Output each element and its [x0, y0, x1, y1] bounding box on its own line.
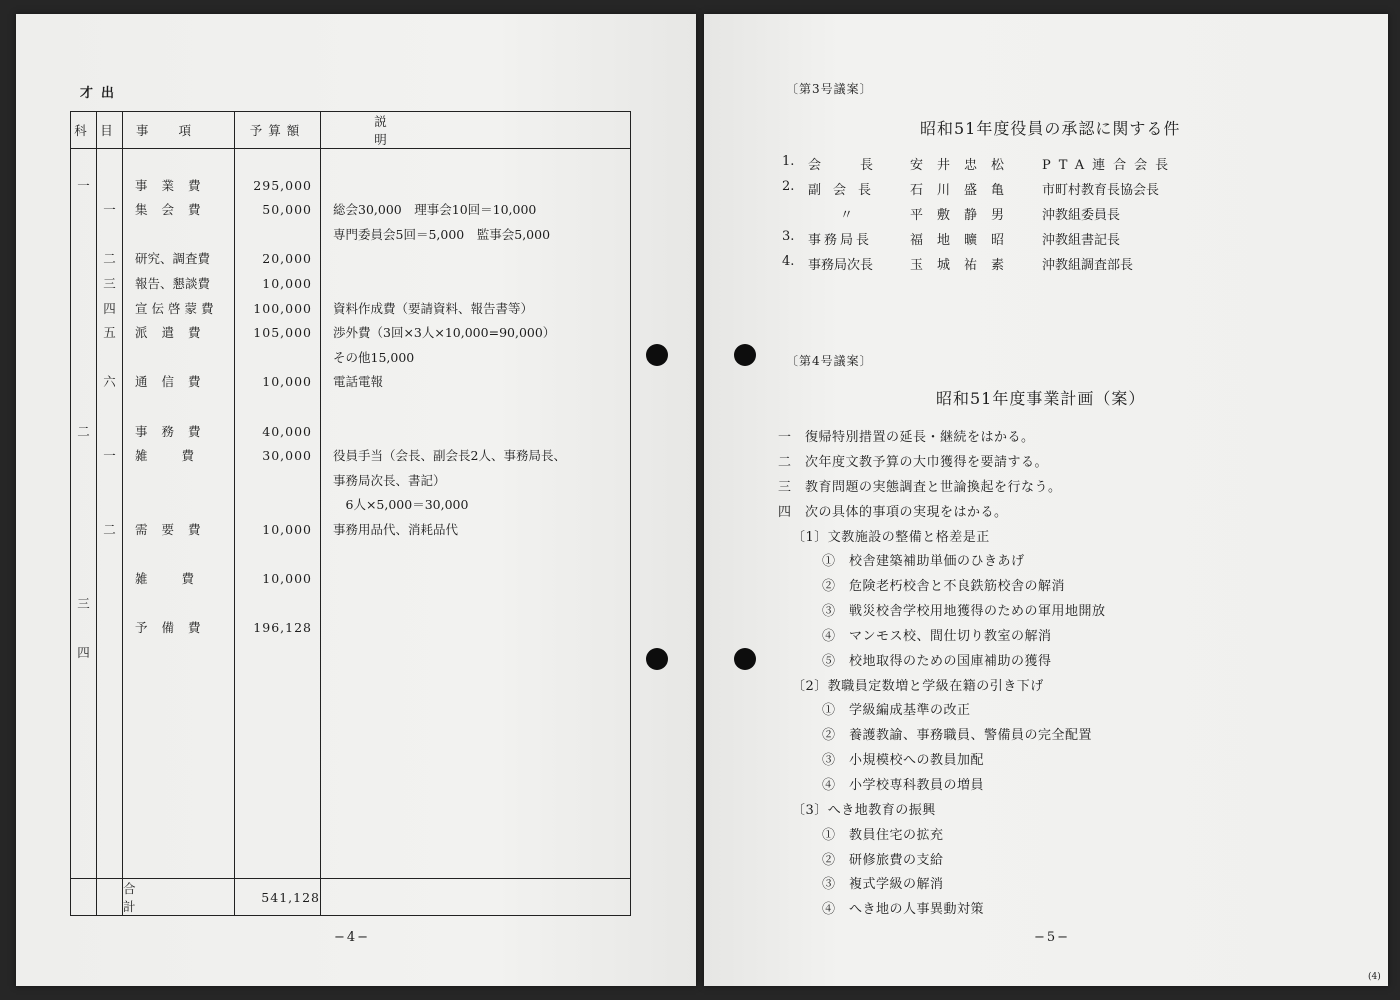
agenda3-tag: 〔第3号議案〕 — [786, 82, 873, 96]
notes-cell: 渉外費（3回×3人×10,000=90,000） — [333, 325, 556, 341]
subitem-no: ④ — [822, 778, 836, 793]
subitem-no: ④ — [822, 629, 836, 644]
plan-subitem — [822, 724, 1092, 743]
amount-cell: 295,000 — [253, 177, 312, 193]
header-moku: 目 — [97, 112, 123, 149]
budget-table — [70, 111, 631, 916]
moku-cell: 六 — [103, 374, 116, 390]
item-cell: 報告、懇談費 — [135, 275, 211, 291]
subitem-text: 教員住宅の拡充 — [849, 828, 944, 843]
corner-mark: (4) — [1368, 972, 1381, 982]
plan-section-heading — [792, 526, 990, 545]
subitem-no: ③ — [822, 877, 836, 892]
section-label: 〔1〕 — [792, 530, 828, 545]
notes-column — [321, 149, 631, 879]
notes-cell: 総会30,000 理事会10回＝10,000 — [333, 202, 537, 218]
section-label: 〔2〕 — [792, 679, 828, 694]
subitem-text: 複式学級の解消 — [849, 877, 944, 892]
binder-hole — [646, 344, 668, 366]
officer-name: 石川盛亀 — [910, 183, 1019, 198]
item-cell: 研究、調査費 — [135, 251, 211, 267]
moku-cell: 五 — [103, 325, 116, 341]
item-cell: 雑費 — [135, 448, 229, 464]
officer-no: 2. — [782, 179, 795, 194]
agenda4-tag: 〔第4号議案〕 — [786, 354, 873, 368]
subitem-no: ⑤ — [822, 654, 836, 669]
total-row — [71, 879, 631, 916]
plan-item-no: 一 — [778, 430, 792, 445]
section-title: 文教施設の整備と格差是正 — [827, 530, 990, 545]
left-page — [16, 14, 696, 986]
officer-row — [782, 154, 1342, 179]
officer-row — [782, 254, 1342, 279]
officer-role: 事務局長 — [808, 233, 873, 248]
officer-affiliation: 市町村教育長協会長 — [1042, 183, 1160, 198]
plan-subitem — [822, 749, 984, 768]
plan-subitem — [822, 650, 1052, 669]
plan-item-no: 四 — [778, 505, 792, 520]
officer-no: 1. — [782, 154, 795, 169]
table-body-row — [71, 149, 631, 879]
subitem-text: マンモス校、間仕切り教室の解消 — [849, 629, 1052, 644]
plan-subitem — [822, 824, 944, 843]
officer-name: 平敷静男 — [910, 208, 1019, 223]
subitem-no: ① — [822, 703, 836, 718]
moku-cell: 二 — [103, 521, 116, 537]
amount-column — [235, 149, 321, 879]
officer-role: 〃 — [840, 208, 854, 223]
officer-affiliation: 沖教組調査部長 — [1042, 258, 1134, 273]
header-notes: 説明 — [321, 112, 631, 149]
notes-cell: 電話電報 — [333, 374, 384, 390]
amount-cell: 10,000 — [262, 521, 312, 537]
plan-item-text: 教育問題の実態調査と世論換起を行なう。 — [805, 480, 1062, 495]
officer-name: 安井忠松 — [910, 158, 1019, 173]
plan-section-heading — [792, 675, 1044, 694]
plan-subitem — [822, 699, 971, 718]
moku-column — [97, 149, 123, 879]
plan-subitem — [822, 600, 1106, 619]
plan-subitem — [822, 849, 944, 868]
officer-row — [782, 229, 1342, 254]
right-page — [704, 14, 1388, 986]
notes-cell: 専門委員会5回＝5,000 監事会5,000 — [333, 226, 551, 242]
page-number-right: −5− — [1034, 930, 1071, 945]
notes-cell: 役員手当（会長、副会長2人、事務局長、 — [333, 448, 566, 464]
ka-column — [71, 149, 97, 879]
item-cell: 通信費 — [135, 374, 215, 390]
notes-cell: 事務用品代、消耗品代 — [333, 521, 459, 537]
subitem-text: 校地取得のための国庫補助の獲得 — [849, 654, 1052, 669]
amount-cell: 40,000 — [262, 423, 312, 439]
amount-cell: 10,000 — [262, 275, 312, 291]
ka-cell: 一 — [77, 177, 90, 193]
moku-cell: 一 — [103, 202, 116, 218]
subitem-no: ① — [822, 554, 836, 569]
item-cell: 事務費 — [135, 423, 215, 439]
header-item: 事項 — [123, 112, 235, 149]
plan-item-text: 次の具体的事項の実現をはかる。 — [805, 505, 1008, 520]
item-cell: 予備費 — [135, 620, 215, 636]
ka-cell: 二 — [77, 423, 90, 439]
notes-cell: 資料作成費（要請資料、報告書等） — [333, 300, 534, 316]
plan-item-text: 復帰特別措置の延長・継続をはかる。 — [805, 430, 1035, 445]
subitem-text: 小学校専科教員の増員 — [849, 778, 985, 793]
page-number-left: −4− — [334, 930, 371, 945]
binder-hole — [734, 648, 756, 670]
amount-cell: 100,000 — [253, 300, 312, 316]
amount-cell: 20,000 — [262, 251, 312, 267]
plan-item-no: 二 — [778, 455, 792, 470]
subitem-text: 養護教諭、事務職員、警備員の完全配置 — [849, 728, 1093, 743]
notes-cell: その他15,000 — [333, 349, 415, 365]
ka-cell: 四 — [77, 644, 90, 660]
notes-cell: 事務局次長、書記） — [333, 472, 446, 488]
moku-cell: 三 — [103, 275, 116, 291]
item-cell: 需要費 — [135, 521, 215, 537]
plan-item — [778, 451, 1048, 470]
officer-affiliation: PTA連合会長 — [1042, 158, 1177, 173]
officer-affiliation: 沖教組書記長 — [1042, 233, 1121, 248]
table-header-row — [71, 112, 631, 149]
plan-subitem — [822, 774, 984, 793]
plan-subitem — [822, 898, 984, 917]
moku-cell: 一 — [103, 448, 116, 464]
officer-row — [782, 179, 1342, 204]
plan-subitem — [822, 575, 1065, 594]
amount-cell: 10,000 — [262, 374, 312, 390]
binder-hole — [734, 344, 756, 366]
moku-cell: 二 — [103, 251, 116, 267]
item-cell: 雑費 — [135, 571, 229, 587]
binder-hole — [646, 648, 668, 670]
subitem-no: ④ — [822, 902, 836, 917]
officer-role: 副会長 — [808, 183, 884, 198]
officer-name: 福地曠昭 — [910, 233, 1019, 248]
subitem-text: へき地の人事異動対策 — [849, 902, 985, 917]
plan-subitem — [822, 873, 944, 892]
total-label: 合計 — [123, 879, 235, 916]
notes-cell: 6人×5,000＝30,000 — [333, 497, 469, 513]
agenda3-title: 昭和51年度役員の承認に関する件 — [920, 119, 1181, 138]
amount-cell: 105,000 — [253, 325, 312, 341]
subitem-text: 研修旅費の支給 — [849, 853, 944, 868]
item-cell: 集会費 — [135, 202, 215, 218]
subitem-text: 小規模校への教員加配 — [849, 753, 985, 768]
plan-subitem — [822, 625, 1052, 644]
officer-row — [782, 204, 1342, 229]
plan-item — [778, 501, 1008, 520]
officer-role: 会 長 — [808, 158, 874, 173]
header-ka: 科 — [71, 112, 97, 149]
agenda4-title: 昭和51年度事業計画（案） — [936, 389, 1146, 408]
officer-role: 事務局次長 — [808, 258, 874, 273]
plan-item — [778, 426, 1035, 445]
subitem-text: 戦災校舎学校用地獲得のための軍用地開放 — [849, 604, 1106, 619]
subitem-no: ② — [822, 853, 836, 868]
ka-cell: 三 — [77, 595, 90, 611]
amount-cell: 196,128 — [253, 620, 312, 636]
officer-name: 玉城祐素 — [910, 258, 1019, 273]
subitem-no: ③ — [822, 753, 836, 768]
plan-item — [778, 476, 1062, 495]
subitem-no: ① — [822, 828, 836, 843]
item-cell: 派遣費 — [135, 325, 215, 341]
item-cell: 事業費 — [135, 177, 215, 193]
officer-no: 4. — [782, 254, 795, 269]
subitem-no: ② — [822, 728, 836, 743]
section-title: へき地教育の振興 — [827, 803, 936, 818]
total-amount: 541,128 — [235, 879, 321, 916]
officer-no: 3. — [782, 229, 795, 244]
section-label: 〔3〕 — [792, 803, 828, 818]
amount-cell: 10,000 — [262, 571, 312, 587]
item-column — [123, 149, 235, 879]
plan-subitem — [822, 550, 1025, 569]
item-cell: 宣伝啓蒙費 — [135, 300, 218, 316]
plan-item-text: 次年度文教予算の大巾獲得を要請する。 — [805, 455, 1049, 470]
subitem-no: ② — [822, 579, 836, 594]
section-title: 教職員定数増と学級在籍の引き下げ — [827, 679, 1044, 694]
plan-section-heading — [792, 799, 936, 818]
subitem-text: 学級編成基準の改正 — [849, 703, 971, 718]
moku-cell: 四 — [103, 300, 116, 316]
header-amount: 予算額 — [235, 112, 321, 149]
subitem-no: ③ — [822, 604, 836, 619]
expenditure-heading: 才出 — [80, 86, 123, 101]
subitem-text: 危険老朽校舎と不良鉄筋校舎の解消 — [849, 579, 1066, 594]
amount-cell: 30,000 — [262, 448, 312, 464]
amount-cell: 50,000 — [262, 202, 312, 218]
subitem-text: 校舎建築補助単価のひきあげ — [849, 554, 1025, 569]
officer-affiliation: 沖教組委員長 — [1042, 208, 1121, 223]
plan-item-no: 三 — [778, 480, 792, 495]
